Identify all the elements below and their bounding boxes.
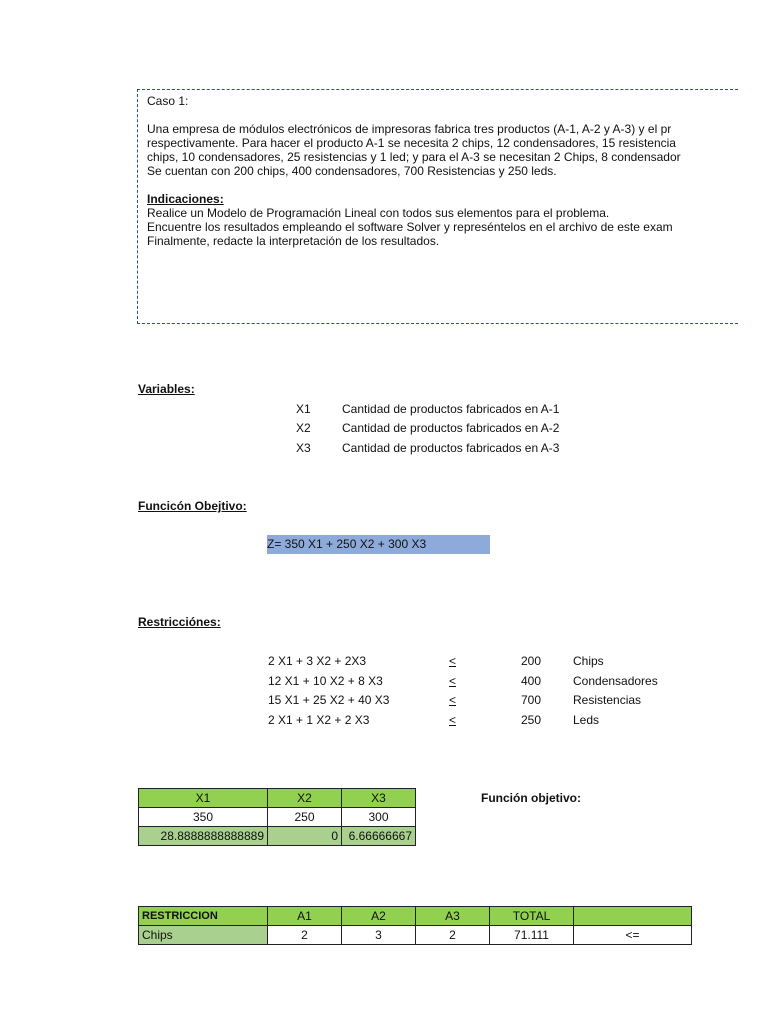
chips-total[interactable]: 71.111 — [490, 926, 574, 945]
header-restriccion: RESTRICCION — [139, 907, 268, 926]
chips-a3[interactable]: 2 — [416, 926, 490, 945]
variable-x1-desc: Cantidad de productos fabricados en A-1 — [342, 402, 560, 416]
row-label-chips[interactable]: Chips — [139, 926, 268, 945]
value-x1[interactable]: 28.8888888888889 — [139, 827, 268, 846]
restriction-1-op: < — [449, 654, 457, 668]
restriction-4-rhs: 250 — [521, 713, 542, 727]
objective-formula: Z= 350 X1 + 250 X2 + 300 X3 — [267, 535, 490, 554]
header-a2: A2 — [342, 907, 416, 926]
header-x1: X1 — [139, 789, 268, 808]
variable-x1-name: X1 — [296, 402, 311, 416]
variable-x2-desc: Cantidad de productos fabricados en A-2 — [342, 421, 560, 435]
indicaciones-title: Indicaciones: — [147, 192, 224, 206]
value-x3[interactable]: 6.66666667 — [342, 827, 416, 846]
header-total: TOTAL — [490, 907, 574, 926]
chips-a1[interactable]: 2 — [268, 926, 342, 945]
restriction-2-op: < — [449, 674, 457, 688]
solution-table — [138, 788, 416, 846]
case-title: Caso 1: — [147, 94, 189, 108]
restriction-1-expr: 2 X1 + 3 X2 + 2X3 — [268, 654, 367, 668]
restriction-2-label: Condensadores — [573, 674, 658, 688]
case-line-2: respectivamente. Para hacer el producto A-1 se necesita 2 chips, 12 condensadores, 15 resistencia — [147, 136, 676, 150]
header-a1: A1 — [268, 907, 342, 926]
case-line-3: chips, 10 condensadores, 25 resistencias y 1 led; y para el A-3 se necesitan 2 Chips, 8 condensador — [147, 150, 681, 164]
solution-header-row — [139, 789, 416, 808]
restriction-3-expr: 15 X1 + 25 X2 + 40 X3 — [268, 693, 390, 707]
header-x3: X3 — [342, 789, 416, 808]
case-line-1: Una empresa de módulos electrónicos de impresoras fabrica tres productos (A-1, A-2 y A-3) y el pr — [147, 122, 672, 136]
header-empty — [574, 907, 692, 926]
restriction-1-rhs: 200 — [521, 654, 542, 668]
restriction-2-expr: 12 X1 + 10 X2 + 8 X3 — [268, 674, 383, 688]
variable-x2-name: X2 — [296, 421, 311, 435]
restriction-table — [138, 906, 692, 945]
restriction-3-op: < — [449, 693, 457, 707]
fo-label: Función objetivo: — [481, 791, 581, 805]
case-description-box — [137, 89, 738, 324]
restrictions-title: Restricciónes: — [138, 615, 221, 629]
coef-x1[interactable]: 350 — [139, 808, 268, 827]
chips-a2[interactable]: 3 — [342, 926, 416, 945]
variables-title: Variables: — [138, 382, 195, 396]
indicacion-1: Realice un Modelo de Programación Lineal con todos sus elementos para el problema. — [147, 206, 610, 220]
restriction-header-row — [139, 907, 692, 926]
coefficient-row — [139, 808, 416, 827]
restriction-3-rhs: 700 — [521, 693, 542, 707]
header-x2: X2 — [268, 789, 342, 808]
coef-x3[interactable]: 300 — [342, 808, 416, 827]
indicacion-2: Encuentre los resultados empleando el software Solver y represéntelos en el archivo de este exam — [147, 220, 673, 234]
restriction-2-rhs: 400 — [521, 674, 542, 688]
chips-op[interactable]: <= — [574, 926, 692, 945]
restriction-4-label: Leds — [573, 713, 600, 727]
header-a3: A3 — [416, 907, 490, 926]
value-row — [139, 827, 416, 846]
restriction-row-chips — [139, 926, 692, 945]
restriction-1-label: Chips — [573, 654, 604, 668]
value-x2[interactable]: 0 — [268, 827, 342, 846]
variable-x3-name: X3 — [296, 441, 311, 455]
indicacion-3: Finalmente, redacte la interpretación de los resultados. — [147, 234, 440, 248]
restriction-4-expr: 2 X1 + 1 X2 + 2 X3 — [268, 713, 370, 727]
case-line-4: Se cuentan con 200 chips, 400 condensadores, 700 Resistencias y 250 leds. — [147, 164, 557, 178]
objective-title: Funcicón Obejtivo: — [138, 499, 247, 513]
restriction-4-op: < — [449, 713, 457, 727]
restriction-3-label: Resistencias — [573, 693, 642, 707]
coef-x2[interactable]: 250 — [268, 808, 342, 827]
variable-x3-desc: Cantidad de productos fabricados en A-3 — [342, 441, 560, 455]
